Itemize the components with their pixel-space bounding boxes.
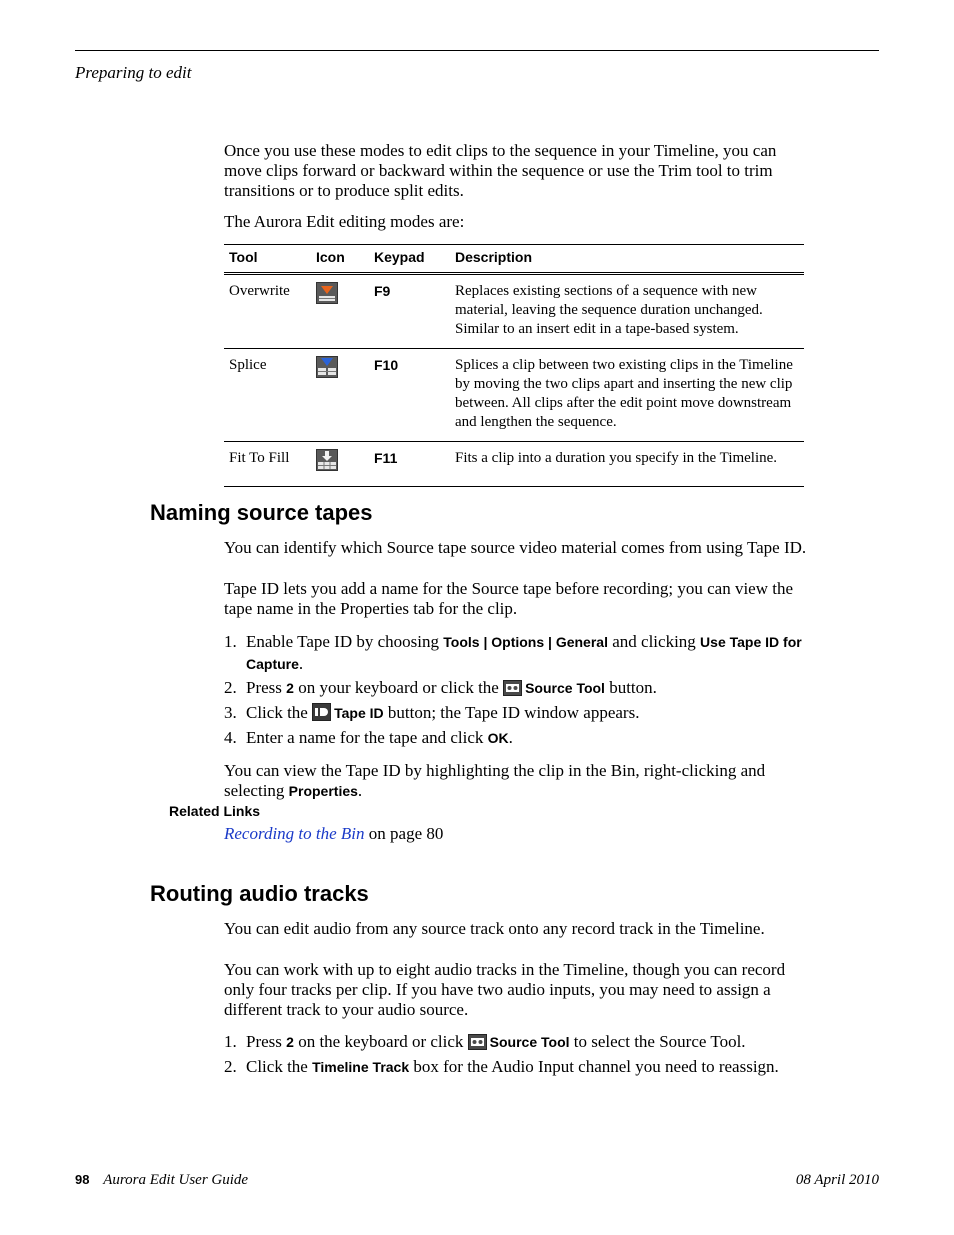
- list-item: 1. Press 2 on the keyboard or click Source Tool to select the Source Tool.: [224, 1031, 809, 1055]
- list-item: 4. Enter a name for the tape and click OK.: [224, 728, 513, 747]
- naming-paragraph-2: Tape ID lets you add a name for the Source tape before recording; you can view the tape name in the Properties tab for the clip.: [224, 579, 794, 618]
- tape-id-button-label: Tape ID: [334, 705, 384, 721]
- source-tool-icon: [503, 680, 522, 701]
- menu-path: Tools | Options | General: [443, 634, 608, 650]
- list-item: 1. Enable Tape ID by choosing Tools | Options | General and clicking Use Tape ID for Capture.: [224, 632, 802, 673]
- related-links-label: Related Links: [169, 803, 261, 819]
- running-head: Preparing to edit: [75, 63, 192, 82]
- keypad-key: F11: [369, 442, 450, 487]
- icon-cell: [311, 442, 369, 487]
- source-tool-icon: [468, 1034, 487, 1055]
- mode-description: Fits a clip into a duration you specify in the Timeline.: [450, 442, 804, 487]
- footer-date: 08 April 2010: [795, 1172, 879, 1188]
- column-header-icon: Icon: [311, 245, 369, 274]
- section-heading-naming: Naming source tapes: [150, 500, 373, 525]
- naming-paragraph-3: You can view the Tape ID by highlighting the clip in the Bin, right-clicking and selecting Properties.: [224, 761, 766, 800]
- use-tape-id-option-cont: Capture: [246, 656, 299, 672]
- table-header-row: [224, 245, 804, 274]
- editing-modes-table: [224, 244, 804, 487]
- icon-cell: [311, 274, 369, 349]
- naming-paragraph-1: You can identify which Source tape source video material comes from using Tape ID.: [224, 538, 807, 557]
- tool-name: Overwrite: [224, 274, 311, 349]
- recording-to-bin-link[interactable]: Recording to the Bin: [224, 824, 365, 843]
- list-item: 2. Press 2 on your keyboard or click the Source Tool button.: [224, 677, 809, 701]
- section-heading-routing: Routing audio tracks: [150, 881, 369, 906]
- modes-lead: The Aurora Edit editing modes are:: [224, 212, 465, 231]
- key-2: 2: [286, 1034, 294, 1050]
- table-row: [224, 274, 804, 349]
- keypad-key: F10: [369, 349, 450, 442]
- column-header-description: Description: [450, 245, 804, 274]
- tool-name: Splice: [224, 349, 311, 442]
- page-number: 98: [75, 1172, 90, 1187]
- overwrite-icon: [316, 282, 338, 304]
- intro-paragraph: Once you use these modes to edit clips to the sequence in your Timeline, you can move clips forward or backward within the sequence or use the Trim tool to trim transitions or to produce split edits.: [224, 141, 777, 200]
- footer-left: [75, 1172, 248, 1189]
- column-header-keypad: Keypad: [369, 245, 450, 274]
- mode-description: Splices a clip between two existing clips in the Timeline by moving the two clips apart and inserting the new clip between. All clips after the edit point move downstream and lengthen the sequence.: [450, 349, 804, 442]
- ok-button-label: OK: [487, 730, 509, 746]
- source-tool-button-label: Source Tool: [525, 680, 605, 696]
- source-tool-button-label: Source Tool: [489, 1034, 570, 1050]
- splice-icon: [316, 356, 338, 378]
- routing-paragraph-2: You can work with up to eight audio tracks in the Timeline, though you can record only four tracks per clip. If you have two audio inputs, you may need to assign a different track to your audio source.: [224, 960, 786, 1019]
- header-rule: [75, 50, 879, 51]
- related-link-line: Recording to the Bin on page 80: [224, 824, 444, 843]
- properties-label: Properties: [288, 783, 358, 799]
- use-tape-id-option: Use Tape ID for: [700, 634, 802, 650]
- timeline-track-label: Timeline Track: [312, 1059, 410, 1075]
- guide-title: Aurora Edit User Guide: [103, 1172, 249, 1188]
- icon-cell: [311, 349, 369, 442]
- tool-name: Fit To Fill: [224, 442, 311, 487]
- list-item: 3. Click the Tape ID button; the Tape ID window appears.: [224, 702, 809, 726]
- table-row: [224, 442, 804, 487]
- list-item: 2. Click the Timeline Track box for the Audio Input channel you need to reassign.: [224, 1057, 779, 1076]
- routing-paragraph-1: You can edit audio from any source track onto any record track in the Timeline.: [224, 919, 765, 938]
- tape-id-icon: [312, 703, 331, 726]
- mode-description: Replaces existing sections of a sequence with new material, leaving the sequence duration unchanged. Similar to an insert edit in a tape-based system.: [450, 274, 804, 349]
- keypad-key: F9: [369, 274, 450, 349]
- fit-to-fill-icon: [316, 449, 338, 471]
- table-row: [224, 349, 804, 442]
- key-2: 2: [286, 680, 294, 696]
- column-header-tool: Tool: [224, 245, 311, 274]
